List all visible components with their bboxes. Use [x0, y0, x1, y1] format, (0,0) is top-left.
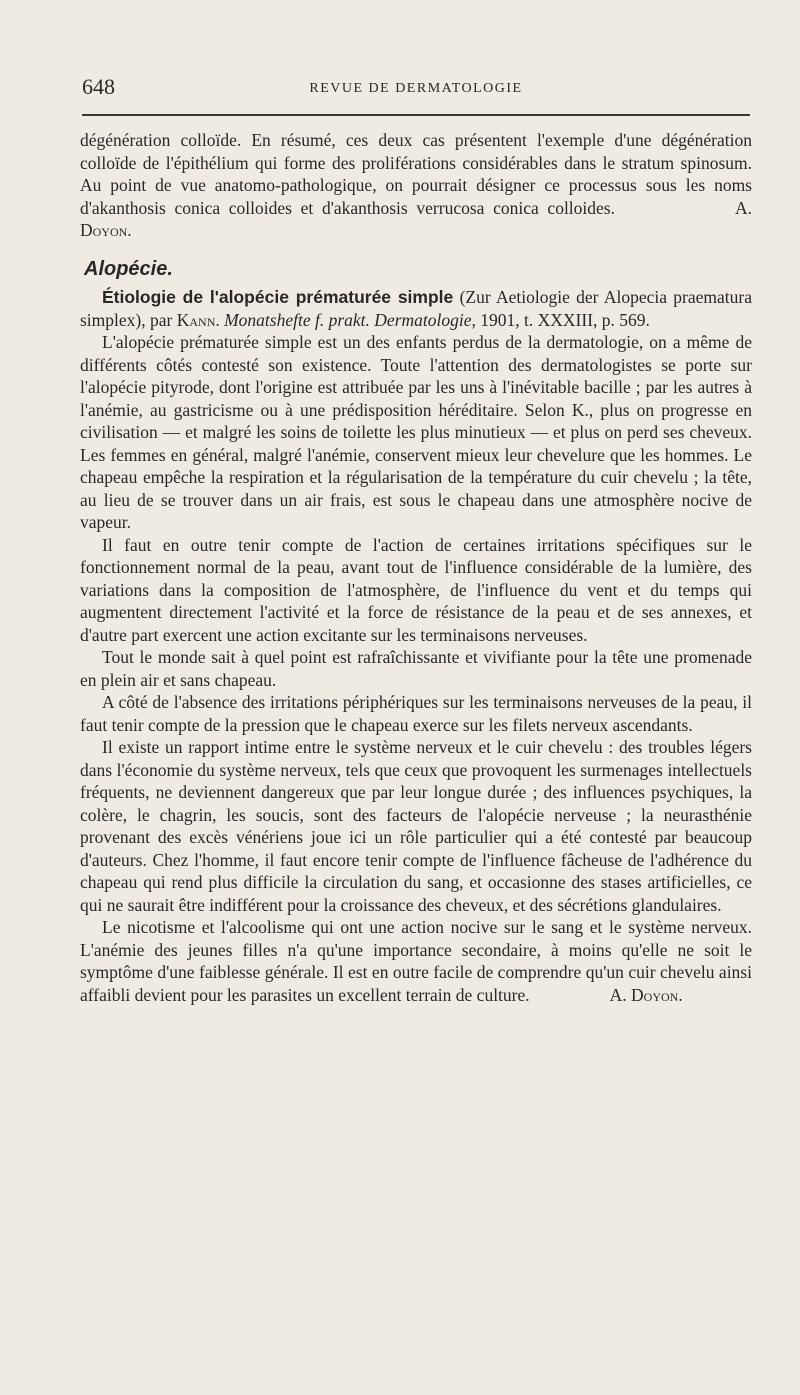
opening-paragraph [80, 129, 752, 242]
body-paragraph-5: Il existe un rapport intime entre le système nerveux et le cuir chevelu : des troubles légers dans l'économie du système nerveux, tels que ceux que provoquent les surmenages intellectuels fréquents, ne deviennent dangereux que par leur longue durée ; des influences psychiques, la colère, le chagrin, les soucis, sont des facteurs de l'alopécie nerveuse ; la neurasthénie provenant des excès vénériens joue ici un rôle particulier qui a été contesté par beaucoup d'auteurs. Chez l'homme, il faut encore tenir compte de l'influence fâcheuse de l'adhérence du chapeau qui rend plus difficile la circulation du sang, et occasionne des stases artificielles, ce qui ne saurait être indifférent pour la croissance des cheveux, et des sécrétions glandulaires. [80, 737, 752, 915]
running-head: REVUE DE DERMATOLOGIE [309, 81, 523, 96]
article-citation [80, 286, 752, 331]
article-author: Kann. [176, 309, 220, 330]
opening-signature: A. Doyon. [80, 197, 752, 240]
page-header [82, 74, 750, 104]
article-body [80, 129, 752, 1006]
closing-paragraph [80, 916, 752, 1006]
closing-signature: A. Doyon. [609, 984, 683, 1005]
citation-post: 1901, t. XXXIII, p. 569. [480, 309, 650, 330]
article-title: Étiologie de l'alopécie prématurée simple [102, 287, 454, 307]
body-paragraph-3: Tout le monde sait à quel point est rafraîchissante et vivifiante pour la tête une promenade en plein air et sans chapeau. [80, 647, 752, 690]
opening-text: dégénération colloïde. En résumé, ces deux cas présentent l'exemple d'une dégénération colloïde de l'épithélium qui forme des proliférations considérables dans le stratum spinosum. Au point de vue anatomo-pathologique, on pourrait désigner ce processus sous les noms d'akanthosis conica colloides et d'akanthosis verrucosa conica colloides. [80, 130, 752, 218]
body-paragraph-4: A côté de l'absence des irritations périphériques sur les terminaisons nerveuses de la peau, il faut tenir compte de la pression que le chapeau exerce sur les filets nerveux ascendants. [80, 692, 752, 735]
section-heading: Alopécie. [84, 257, 173, 280]
closing-text: Le nicotisme et l'alcoolisme qui ont une action nocive sur le sang et le système nerveux. L'anémie des jeunes filles n'a qu'une importance secondaire, à moins qu'elle ne soit le symptôme d'une faiblesse générale. Il est en outre facile de comprendre qu'un cuir chevelu ainsi affaibli devient pour les parasites un excellent terrain de culture. [80, 917, 752, 1005]
article-journal: Monatshefte f. prakt. Dermatologie, [224, 309, 476, 330]
page-number: 648 [82, 74, 115, 99]
body-paragraph-2: Il faut en outre tenir compte de l'action de certaines irritations spécifiques sur le fonctionnement normal de la peau, avant tout de l'influence considérable de la lumière, des variations dans la composition de l'atmosphère, de l'influence du vent et du temps qui augmentent directement l'activité et la force de résistance de la peau et de ses annexes, et d'autre part exercent une action excitante sur les terminaisons nerveuses. [80, 534, 752, 645]
body-paragraph-1: L'alopécie prématurée simple est un des enfants perdus de la dermatologie, on a même de différents côtés contesté son existence. Toute l'attention des dermatologistes se porte sur l'alopécie pityrode, dont l'origine est attribuée par les uns à l'inévitable bacille ; par les autres à l'anémie, au gastricisme ou à une prédisposition héréditaire. Selon K., plus on progresse en civilisation — et malgré les soins de toilette les plus minutieux — et plus on perd ses cheveux. Les femmes en général, malgré l'anémie, conservent mieux leur chevelure que les hommes. Le chapeau empêche la respiration et la régularisation de la température du cuir chevelu ; la tête, au lieu de se trouver dans un air frais, est sous le chapeau dans une atmosphère nocive de vapeur. [80, 332, 752, 532]
citation-pre: (Zur Aetiologie der Alopecia praematura simplex), par [80, 287, 752, 330]
header-rule [82, 114, 750, 116]
